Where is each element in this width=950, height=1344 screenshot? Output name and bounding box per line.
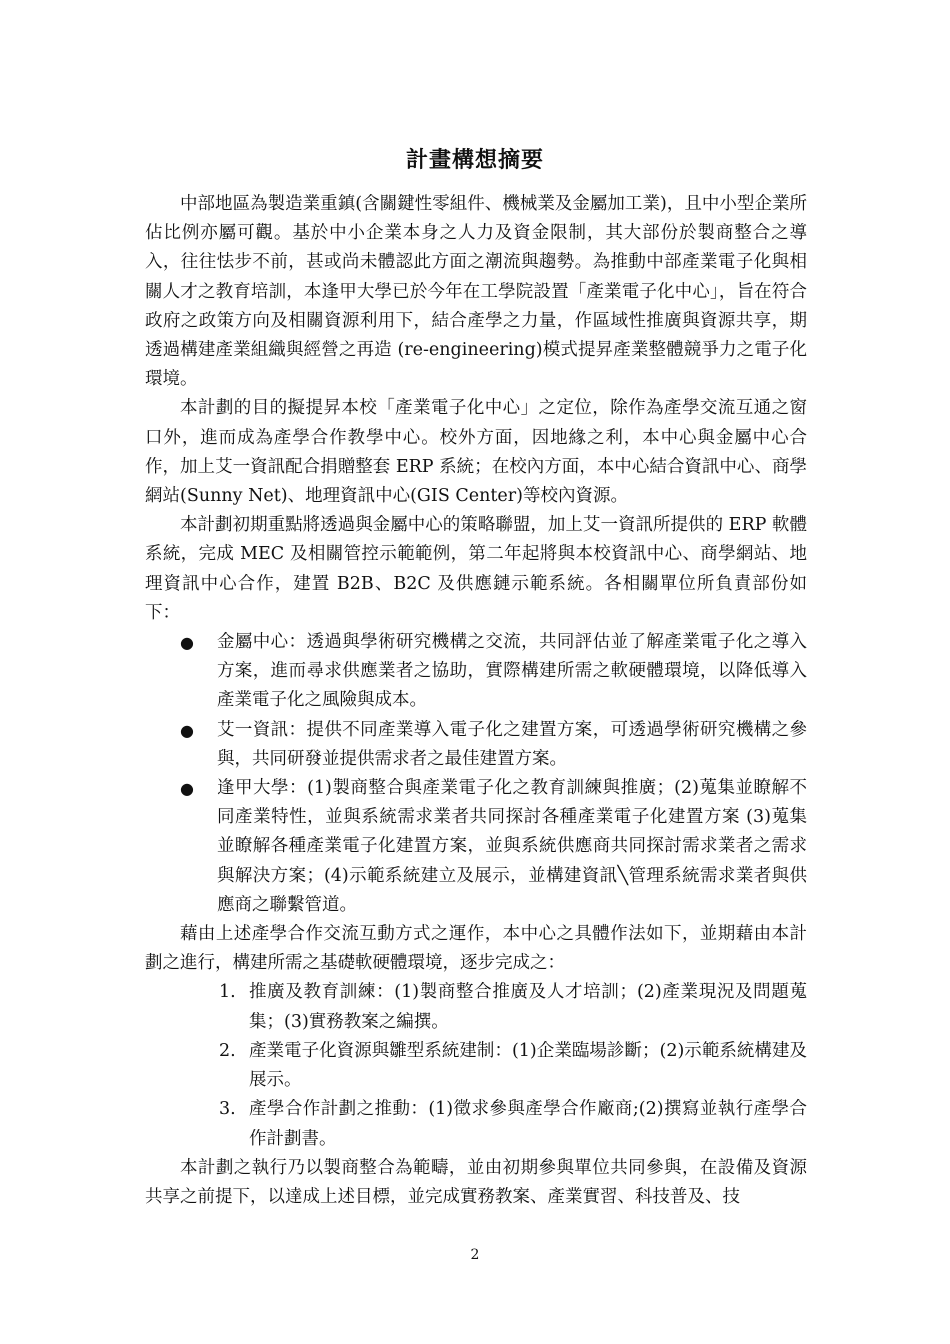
list-item: [145, 978, 807, 1036]
list-item-text: 產業電子化資源與雛型系統建制：(1)企業臨場診斷；(2)示範系統構建及展示。: [249, 1040, 807, 1091]
list-item: [145, 774, 807, 920]
paragraph-intro: 中部地區為製造業重鎮(含關鍵性零組件、機械業及金屬加工業)，且中小型企業所佔比例亦屬可觀。基於中小企業本身之人力及資金限制，其大部份於製商整合之導入，往往怯步不前，甚或尚未體認此方面之潮流與趨勢。為推動中部產業電子化與相關人才之教育培訓，本逢甲大學已於今年在工學院設置「產業電子化中心」，旨在符合政府之政策方向及相關資源利用下，結合產學之力量，作區域性推廣與資源共享，期透過構建產業組織與經營之再造 (re-engineering)模式提昇產業整體競爭力之電子化環境。: [145, 194, 807, 390]
list-number: 1.: [219, 982, 236, 1003]
bullet-icon: ●: [180, 720, 194, 740]
paragraph-execution: 本計劃之執行乃以製商整合為範疇，並由初期參與單位共同參與，在設備及資源共享之前提下，以達成上述目標，並完成實務教案、產業實習、科技普及、技: [145, 1157, 807, 1207]
list-item-text: 艾一資訊：提供不同產業導入電子化之建置方案，可透過學術研究機構之參與，共同研發並提供需求者之最佳建置方案。: [217, 719, 807, 769]
list-number: 3.: [219, 1099, 236, 1120]
page-title: 計畫構想摘要: [405, 147, 544, 173]
list-item-text: 產學合作計劃之推動：(1)徵求參與產學合作廠商;(2)撰寫並執行產學合作計劃書。: [249, 1099, 807, 1149]
list-item: [145, 1037, 807, 1095]
paragraph-initial-focus: 本計劃初期重點將透過與金屬中心的策略聯盟，加上艾一資訊所提供的 ERP 軟體系統，完成 MEC 及相關管控示範範例，第二年起將與本校資訊中心、商學網站、地理資訊中心合作，建置 B2B、B2C 及供應鏈示範系統。各相關單位所負責部份如下：: [145, 515, 807, 623]
steps-list: [145, 978, 807, 1153]
list-number: 2.: [219, 1040, 236, 1061]
list-item: [145, 628, 807, 716]
list-item: [145, 1095, 807, 1153]
bullet-icon: ●: [180, 779, 194, 799]
page-number: 2: [470, 1247, 480, 1263]
paragraph-approach: 藉由上述產學合作交流互動方式之運作，本中心之具體作法如下，並期藉由本計劃之進行，構建所需之基礎軟硬體環境，逐步完成之：: [145, 924, 807, 974]
list-item-text: 推廣及教育訓練：(1)製商整合推廣及人才培訓；(2)產業現況及問題蒐集；(3)實務教案之編撰。: [249, 982, 807, 1032]
bullet-icon: ●: [180, 633, 194, 653]
paragraph-purpose: 本計劃的目的擬提昇本校「產業電子化中心」之定位，除作為產學交流互通之窗口外，進而成為產學合作教學中心。校外方面，因地緣之利，本中心與金屬中心合作，加上艾一資訊配合捐贈整套 ERP 系統；在校內方面，本中心結合資訊中心、商學網站(Sunny Net)、地理資訊中心(GIS Center)等校內資源。: [145, 398, 807, 507]
document-body: [145, 190, 807, 1212]
list-item-text: 金屬中心：透過與學術研究機構之交流，共同評估並了解產業電子化之導入方案，進而尋求供應業者之協助，實際構建所需之軟硬體環境，以降低導入產業電子化之風險與成本。: [217, 632, 807, 711]
list-item: [145, 716, 807, 774]
responsibility-list: [145, 628, 807, 920]
list-item-text: 逢甲大學：(1)製商整合與產業電子化之教育訓練與推廣；(2)蒐集並瞭解不同產業特性，並與系統需求業者共同探討各種產業電子化建置方案 (3)蒐集並瞭解各種產業電子化建置方案，並與系統供應商共同探討需求業者之需求與解決方案；(4)示範系統建立及展示，並構建資訊╲管理系統需求業者與供應商之聯繫管道。: [217, 778, 807, 915]
